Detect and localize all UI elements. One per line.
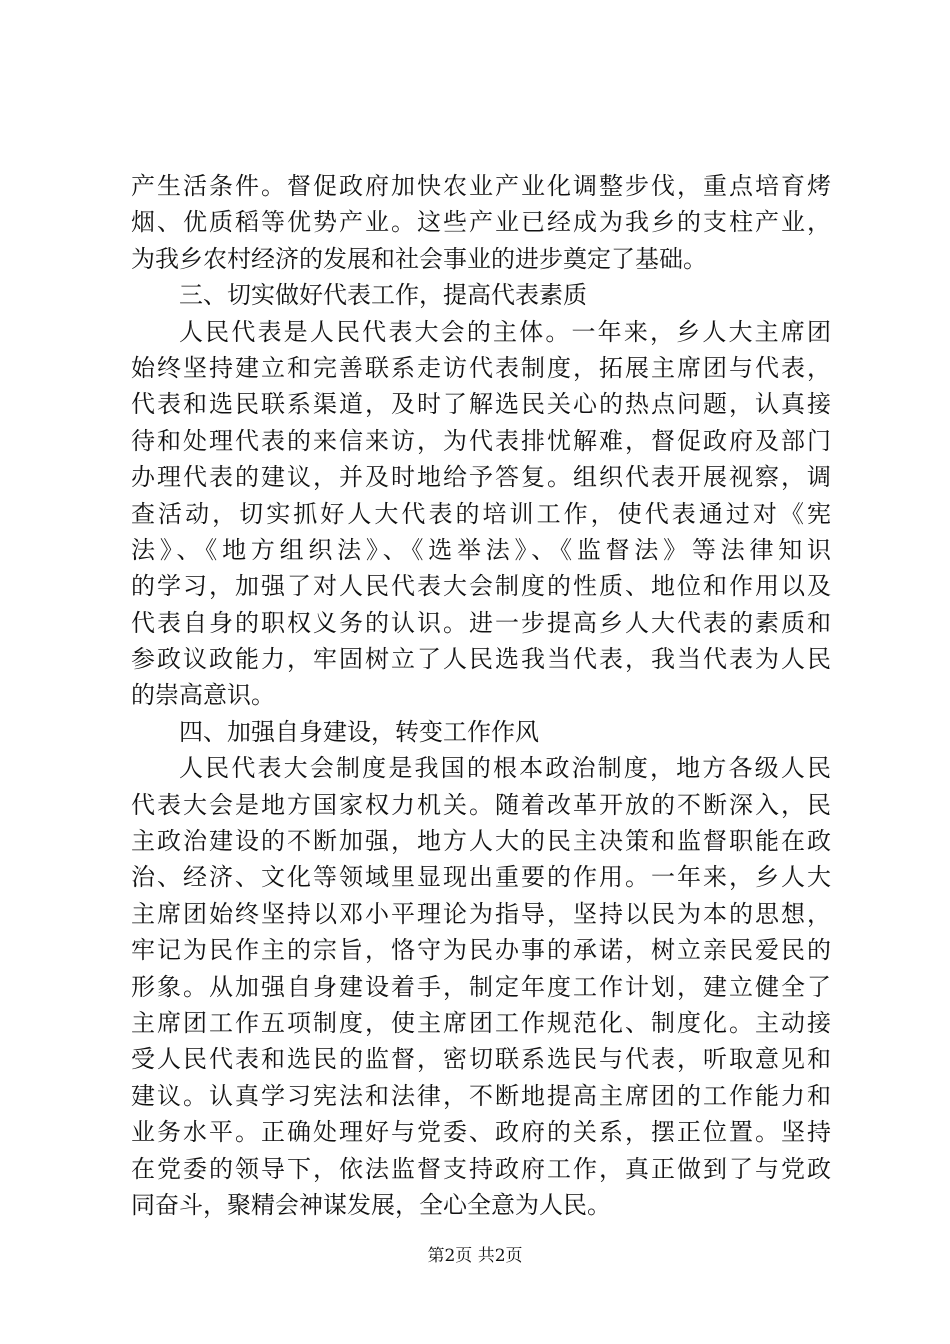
text-line: 主席团工作五项制度，使主席团工作规范化、制度化。主动接	[131, 1008, 831, 1037]
text-line: 办理代表的建议，并及时地给予答复。组织代表开展视察，调	[131, 463, 831, 492]
text-line: 产生活条件。督促政府加快农业产业化调整步伐，重点培育烤	[131, 172, 831, 200]
text-line: 代表和选民联系渠道，及时了解选民关心的热点问题，认真接	[131, 390, 831, 419]
text-line: 同奋斗，聚精会神谋发展，全心全意为人民。	[131, 1190, 611, 1219]
text-line: 人民代表是人民代表大会的主体。一年来，乡人大主席团	[179, 317, 831, 346]
text-line: 待和处理代表的来信来访，为代表排忧解难，督促政府及部门	[131, 426, 831, 455]
text-line: 受人民代表和选民的监督，密切联系选民与代表，听取意见和	[131, 1045, 831, 1074]
text-line: 牢记为民作主的宗旨，恪守为民办事的承诺，树立亲民爱民的	[131, 936, 831, 965]
text-line: 查活动，切实抓好人大代表的培训工作，使代表通过对《宪	[131, 499, 831, 528]
text-line: 代表大会是地方国家权力机关。随着改革开放的不断深入，民	[131, 790, 831, 819]
text-line: 法》、《地方组织法》、《选举法》、《监督法》等法律知识	[131, 535, 831, 564]
text-line: 主席团始终坚持以邓小平理论为指导，坚持以民为本的思想，	[131, 899, 831, 928]
text-line: 主政治建设的不断加强，地方人大的民主决策和监督职能在政	[131, 827, 831, 856]
text-line: 人民代表大会制度是我国的根本政治制度，地方各级人民	[179, 754, 831, 783]
text-line: 烟、优质稻等优势产业。这些产业已经成为我乡的支柱产业，	[131, 208, 831, 237]
text-line: 四、加强自身建设，转变工作作风	[179, 717, 539, 746]
text-line: 的崇高意识。	[131, 681, 275, 710]
document-body	[131, 168, 831, 1223]
text-line: 为我乡农村经济的发展和社会事业的进步奠定了基础。	[131, 244, 707, 273]
text-line: 始终坚持建立和完善联系走访代表制度，拓展主席团与代表，	[131, 353, 831, 382]
text-line: 形象。从加强自身建设着手，制定年度工作计划，建立健全了	[131, 972, 831, 1001]
text-line: 三、切实做好代表工作，提高代表素质	[179, 281, 587, 310]
text-line: 在党委的领导下，依法监督支持政府工作，真正做到了与党政	[131, 1154, 831, 1183]
page-footer: 第2页 共2页	[427, 1246, 523, 1266]
text-line: 参政议政能力，牢固树立了人民选我当代表，我当代表为人民	[131, 645, 831, 674]
text-line: 业务水平。正确处理好与党委、政府的关系，摆正位置。坚持	[131, 1118, 831, 1147]
text-line: 的学习，加强了对人民代表大会制度的性质、地位和作用以及	[131, 572, 831, 601]
text-line: 代表自身的职权义务的认识。进一步提高乡人大代表的素质和	[131, 608, 831, 637]
text-line: 治、经济、文化等领域里显现出重要的作用。一年来，乡人大	[131, 863, 831, 892]
text-line: 建议。认真学习宪法和法律，不断地提高主席团的工作能力和	[131, 1081, 831, 1110]
